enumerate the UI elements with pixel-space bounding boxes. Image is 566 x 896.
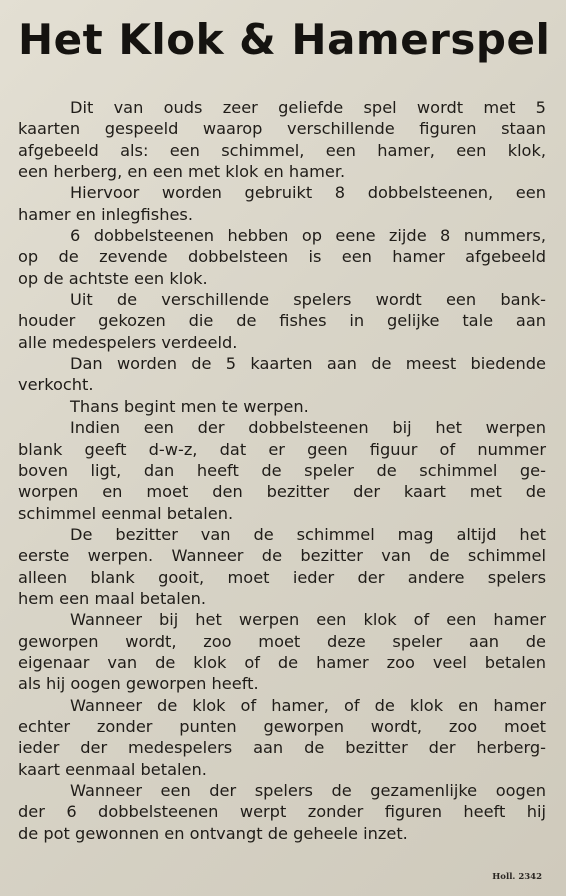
- text-line: als hij oogen geworpen heeft.: [18, 674, 259, 694]
- text-line: boven ligt, dan heeft de speler de schimmel ge-: [18, 460, 546, 480]
- paragraph: [18, 780, 546, 844]
- paragraph: [18, 182, 546, 225]
- text-line: de pot gewonnen en ontvangt de geheele inzet.: [18, 823, 408, 843]
- text-line: Uit de verschillende spelers wordt een bank-: [70, 290, 546, 310]
- text-line: een herberg, en een met klok en hamer.: [18, 162, 346, 182]
- text-line: eerste werpen. Wanneer de bezitter van de schimmel: [18, 546, 546, 566]
- text-line: Wanneer bij het werpen een klok of een hamer: [70, 610, 546, 630]
- paragraph: [18, 417, 546, 524]
- paragraph: [18, 396, 546, 417]
- paragraph: [18, 524, 546, 609]
- text-line: op de zevende dobbelsteen is een hamer afgebeeld: [18, 247, 546, 267]
- text-line: kaarten gespeeld waarop verschillende figuren staan: [18, 119, 546, 139]
- text-line: verkocht.: [18, 375, 94, 395]
- text-line: worpen en moet den bezitter der kaart met de: [18, 482, 546, 502]
- paragraph: [18, 609, 546, 694]
- print-code: Holl. 2342: [492, 872, 542, 882]
- text-line: Thans begint men te werpen.: [70, 396, 309, 416]
- text-line: alle medespelers verdeeld.: [18, 332, 238, 352]
- page-title: Het Klok & Hamerspel: [18, 15, 551, 64]
- text-line: echter zonder punten geworpen wordt, zoo moet: [18, 716, 546, 736]
- text-line: der 6 dobbelsteenen werpt zonder figuren heeft hij: [18, 802, 546, 822]
- rules-text: [18, 97, 546, 844]
- text-line: Dit van ouds zeer geliefde spel wordt met 5: [70, 98, 546, 117]
- text-line: schimmel eenmal betalen.: [18, 503, 234, 523]
- text-line: kaart eenmaal betalen.: [18, 759, 207, 779]
- text-line: op de achtste een klok.: [18, 268, 208, 288]
- text-line: Wanneer een der spelers de gezamenlijke oogen: [70, 781, 546, 800]
- text-line: 6 dobbelsteenen hebben op eene zijde 8 nummers,: [70, 226, 546, 246]
- text-line: ieder der medespelers aan de bezitter der herberg-: [18, 738, 546, 758]
- text-line: hamer en inlegfishes.: [18, 204, 193, 224]
- paragraph: [18, 695, 546, 780]
- text-line: Wanneer de klok of hamer, of de klok en hamer: [70, 695, 546, 715]
- text-line: Indien een der dobbelsteenen bij het werpen: [70, 418, 546, 438]
- text-line: blank geeft d-w-z, dat er geen figuur of nummer: [18, 439, 546, 459]
- text-line: alleen blank gooit, moet ieder der andere spelers: [18, 567, 546, 587]
- text-line: hem een maal betalen.: [18, 588, 207, 608]
- paragraph: [18, 289, 546, 353]
- text-line: Hiervoor worden gebruikt 8 dobbelsteenen, een: [70, 183, 546, 203]
- paragraph: [18, 97, 546, 182]
- text-line: eigenaar van de klok of de hamer zoo veel betalen: [18, 652, 546, 672]
- text-line: afgebeeld als: een schimmel, een hamer, een klok,: [18, 140, 546, 160]
- text-line: houder gekozen die de fishes in gelijke tale aan: [18, 311, 546, 331]
- paragraph: [18, 225, 546, 289]
- text-line: De bezitter van de schimmel mag altijd het: [70, 524, 546, 544]
- text-line: geworpen wordt, zoo moet deze speler aan de: [18, 631, 546, 651]
- text-line: Dan worden de 5 kaarten aan de meest biedende: [70, 354, 546, 374]
- paragraph: [18, 353, 546, 396]
